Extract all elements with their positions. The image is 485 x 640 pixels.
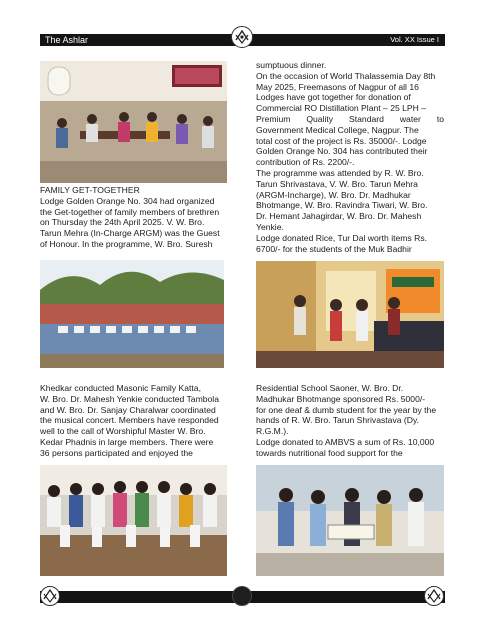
text-line: well to the call of Worshipful Master W. Bro. bbox=[40, 426, 206, 437]
text-line: The programme was attended by R. W. Bro. bbox=[256, 167, 424, 178]
children-group-photo bbox=[40, 260, 224, 368]
text-line: and W. Bro. Dr. Sanjay Charalwar coordinated bbox=[40, 404, 216, 415]
text-line: Tarun Shrivastava, V. W. Bro. Tarun Mehra bbox=[256, 178, 418, 189]
text-line: Lodge Golden Orange No. 304 had organized bbox=[40, 195, 215, 206]
text-line: for one deaf & dumb student for the year by the bbox=[256, 404, 437, 415]
text-line: Tarun Mehra (In-Charge ARGM) was the Guest bbox=[40, 228, 220, 239]
masonic-emblem-icon bbox=[232, 586, 252, 606]
meeting-hall-photo bbox=[40, 61, 227, 183]
cheque-presentation-photo bbox=[256, 465, 444, 576]
text-line: of Honour. In the programme, W. Bro. Suresh bbox=[40, 238, 213, 249]
right-column-upper-text bbox=[256, 60, 444, 254]
left-column-lower-text bbox=[40, 383, 224, 459]
text-line: Madhukar Bhotmange sponsored Rs. 5000/- bbox=[256, 393, 426, 404]
text-line: contribution of Rs. 2200/-. bbox=[256, 157, 355, 168]
issue-label: Vol. XX Issue I bbox=[390, 35, 439, 44]
left-column-upper-text bbox=[40, 185, 224, 250]
text-line: Kedar Phadnis in large members. There were bbox=[40, 436, 214, 447]
text-line: the musical concert. Members have responded bbox=[40, 415, 219, 426]
text-line: Lodge donated Rice, Tur Dal worth items Rs. bbox=[256, 232, 428, 243]
text-line: Commercial RO Distillation Plant – 25 LPH – bbox=[256, 103, 427, 114]
text-line: Residential School Saoner, W. Bro. Dr. bbox=[256, 383, 404, 393]
page-header bbox=[40, 34, 445, 46]
text-line: sumptuous dinner. bbox=[256, 60, 327, 70]
text-line: hands of R. W. Bro. Tarun Shrivastava (Dy. bbox=[256, 415, 420, 426]
masonic-emblem-icon bbox=[40, 586, 60, 606]
text-line: Khedkar conducted Masonic Family Katta, bbox=[40, 383, 201, 393]
text-line: Lodge donated to AMBVS a sum of Rs. 10,000 bbox=[256, 436, 435, 447]
text-line: Dr. Hemant Jahagirdar, W. Bro. Dr. Mahesh bbox=[256, 211, 422, 222]
page-footer bbox=[40, 591, 445, 603]
text-line: Golden Orange No. 304 has contributed their bbox=[256, 146, 428, 157]
section-heading: FAMILY GET-TOGETHER bbox=[40, 185, 140, 195]
text-line: Lodges have got together for donation of bbox=[256, 92, 411, 103]
text-line: 36 persons participated and enjoyed the bbox=[40, 447, 193, 458]
text-line: Government Medical College, Nagpur. The bbox=[256, 124, 419, 135]
text-line: Bhotmange, W. Bro. Ravindra Tiwari, W. Bro. bbox=[256, 200, 428, 211]
text-line: (ARGM-Incharge), W. Bro. Dr. Madhukar bbox=[256, 189, 411, 200]
text-line: Premium Quality Standard water to bbox=[256, 113, 444, 124]
text-line: On the occasion of World Thalassemia Day 8th bbox=[256, 70, 436, 81]
text-line: on Thursday the 24th April 2025. V. W. Bro. bbox=[40, 217, 205, 228]
text-line: total cost of the project is Rs. 35000/-. Lodge bbox=[256, 135, 427, 146]
text-line: the Get-together of family members of brethren bbox=[40, 206, 220, 217]
text-line: towards nutritional food support for the bbox=[256, 447, 403, 458]
donation-ceremony-photo bbox=[256, 261, 444, 368]
text-line: R.G.M.). bbox=[256, 426, 289, 437]
text-line: Yenkie. bbox=[256, 221, 284, 232]
lab-equipment-photo bbox=[40, 465, 227, 576]
text-line: W. Bro. Dr. Mahesh Yenkie conducted Tambola bbox=[40, 393, 219, 404]
text-line: May 2025, Freemasons of Nagpur of all 16 bbox=[256, 81, 419, 92]
masonic-emblem-icon bbox=[424, 586, 444, 606]
masonic-emblem-icon bbox=[231, 26, 253, 48]
right-column-lower-text bbox=[256, 383, 444, 459]
text-line: 6700/- for the students of the Muk Badhir bbox=[256, 243, 412, 254]
publication-title: The Ashlar bbox=[45, 35, 89, 45]
